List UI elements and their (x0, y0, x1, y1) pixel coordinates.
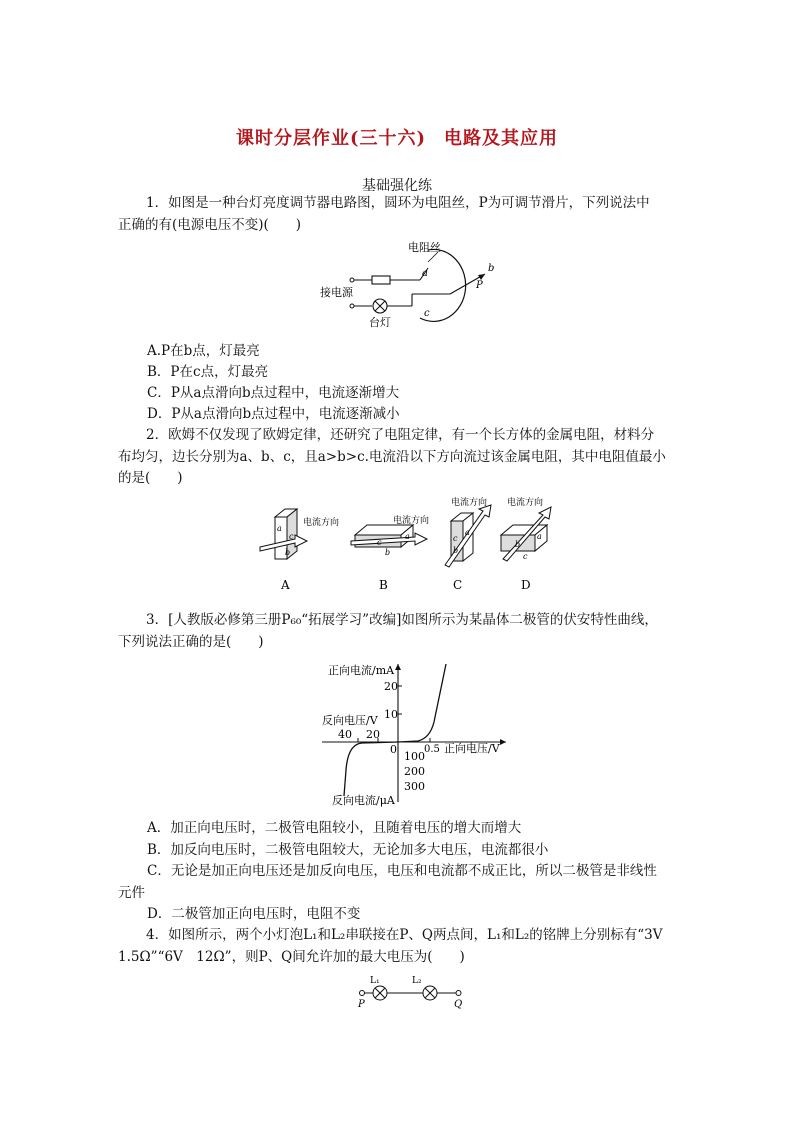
q3-option-d: D．二极管加正向电压时，电阻不变 (147, 906, 361, 922)
option-a-figure (260, 509, 339, 592)
option-d-figure (501, 496, 551, 592)
q3-option-c: C．无论是加正向电压还是加反向电压，电压和电流都不成正比，所以二极管是非线性 (147, 863, 657, 879)
title-part1: 课时分层作业(三十六) (235, 128, 427, 149)
svg-text:c: c (289, 532, 294, 541)
q1-options (147, 341, 400, 425)
current-label-d: 电流方向 (507, 498, 544, 508)
q4-line1: 4．如图所示，两个小灯泡L₁和L₂串联接在P、Q两点间，L₁和L₂的铭牌上分别标有“3V (146, 927, 663, 943)
q3-line2: 下列说法正确的是( ) (118, 633, 264, 650)
x-neg-tick-20: 20 (366, 728, 380, 741)
svg-text:a: a (537, 532, 542, 541)
page-title (0, 124, 794, 150)
label-a: a (422, 268, 428, 279)
x-neg-axis-label: 反向电压/V (322, 714, 378, 727)
current-label-c: 电流方向 (451, 498, 488, 508)
x-pos-axis-label: 正向电压/V (444, 742, 500, 755)
label-l1: L₁ (370, 976, 380, 986)
q3-option-b: B．加反向电压时，二极管电阻较大，无论加多大电压，电流都很小 (147, 841, 549, 858)
q3-option-a: A．加正向电压时，二极管电阻较小，且随着电压的增大而增大 (147, 820, 522, 836)
q1-line1: 1．如图是一种台灯亮度调节器电路图，圆环为电阻丝，P为可调节滑片，下列说法中 (146, 195, 650, 211)
question-3-text (118, 610, 678, 653)
y-neg-tick-100: 100 (404, 750, 425, 763)
label-b: b (488, 263, 495, 274)
q3-options (118, 818, 678, 926)
forward-curve (398, 664, 446, 742)
label-l2: L₂ (412, 976, 422, 986)
x-neg-tick-40: 40 (338, 728, 352, 741)
label-q: Q (454, 999, 463, 1010)
q4-line2: 1.5Ω”“6V 12Ω”，则P、Q间允许加的最大电压为( ) (118, 948, 465, 965)
y-neg-tick-300: 300 (404, 780, 425, 793)
svg-text:c: c (523, 552, 528, 561)
q1-option-c: C．P从a点滑向b点过程中，电流逐渐增大 (147, 385, 400, 401)
option-b-figure (351, 514, 429, 592)
question-2-text (118, 425, 678, 490)
y-pos-tick-10: 10 (384, 708, 398, 721)
title-part2: 电路及其应用 (444, 128, 559, 149)
y-pos-tick-20: 20 (384, 680, 398, 693)
origin-label: 0 (390, 743, 397, 756)
q3-option-c-cont: 元件 (118, 884, 145, 901)
label-lamp: 台灯 (369, 316, 391, 329)
q1-line2: 正确的有(电源电压不变)( ) (118, 216, 302, 233)
svg-text:a: a (405, 532, 410, 541)
svg-text:b: b (285, 548, 291, 557)
lamp-dimmer-circuit-figure (320, 238, 500, 333)
label-power: 接电源 (320, 286, 353, 299)
y-pos-axis-label: 正向电流/mA (328, 664, 395, 677)
x-pos-tick-label: 0.5 (424, 744, 440, 755)
resistor-blocks-figure (255, 495, 565, 595)
q1-option-b: B．P在c点，灯最亮 (147, 364, 269, 380)
svg-text:a: a (465, 528, 470, 537)
q2-line3: 的是( ) (118, 470, 183, 486)
series-bulbs-figure (352, 975, 472, 1011)
current-label-a: 电流方向 (303, 518, 340, 528)
y-neg-axis-label: 反向电流/μA (332, 794, 395, 807)
svg-text:b: b (453, 546, 459, 555)
current-label-b: 电流方向 (393, 516, 430, 526)
label-c: c (424, 308, 430, 319)
question-1-text (118, 193, 678, 236)
svg-text:a: a (277, 524, 282, 533)
q1-option-a: A.P在b点，灯最亮 (147, 343, 260, 359)
label-P: P (476, 280, 483, 291)
q2-line2: 布均匀，边长分别为a、b、c，且a>b>c.电流沿以下方向流过该金属电阻，其中电阻值最小 (118, 448, 666, 465)
label-resistor-wire: 电阻丝 (408, 241, 441, 254)
svg-text:b: b (515, 540, 521, 549)
option-c-figure (445, 496, 491, 592)
q2-line1: 2．欧姆不仅发现了欧姆定律，还研究了电阻定律，有一个长方体的金属电阻，材料分 (146, 427, 655, 443)
label-option-c: C (453, 578, 463, 592)
diode-iv-chart (318, 660, 518, 808)
label-option-b: B (379, 578, 388, 592)
svg-text:b: b (385, 548, 391, 557)
y-neg-tick-200: 200 (404, 765, 425, 778)
q1-option-d: D．P从a点滑向b点过程中，电流逐渐减小 (147, 406, 400, 422)
section-heading: 基础强化练 (362, 178, 432, 194)
svg-text:c: c (453, 534, 458, 543)
label-option-a: A (281, 578, 290, 592)
svg-text:c: c (377, 538, 382, 547)
q3-line1: 3．[人教版必修第三册P₆₀“拓展学习”改编]如图所示为某晶体二极管的伏安特性曲线， (146, 612, 658, 628)
question-4-text (118, 925, 678, 968)
label-option-d: D (521, 578, 531, 592)
label-p: P (358, 999, 365, 1010)
